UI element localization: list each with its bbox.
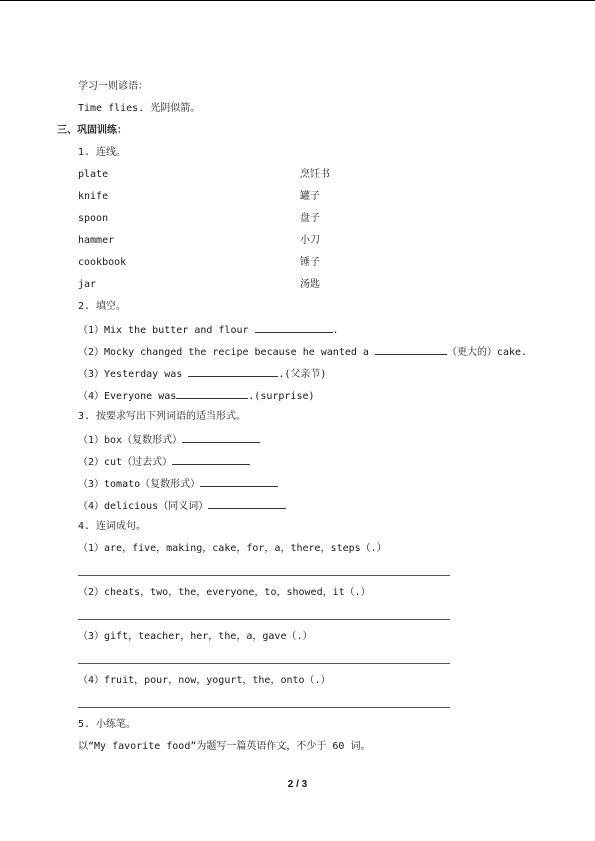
match-right-item: 小刀 xyxy=(300,235,320,246)
fill-blank-suffix: . xyxy=(332,325,339,336)
match-left-item: hammer xyxy=(78,235,115,246)
answer-blank[interactable] xyxy=(188,367,278,377)
answer-blank[interactable] xyxy=(375,345,447,355)
top-border xyxy=(0,0,595,1)
answer-blank[interactable] xyxy=(182,433,260,443)
match-right-item: 锤子 xyxy=(300,257,320,268)
q1-title: 1. 连线。 xyxy=(78,147,127,158)
match-right-item: 盘子 xyxy=(300,213,320,224)
page-number: 2 / 3 xyxy=(287,779,308,790)
sentence-item: （4）fruit，pour，now，yogurt，the，onto（.） xyxy=(78,675,331,686)
answer-line[interactable] xyxy=(78,619,450,620)
answer-blank[interactable] xyxy=(255,323,333,333)
word-form-item xyxy=(78,433,260,447)
match-left-item: knife xyxy=(78,191,109,202)
word-form-item xyxy=(78,499,286,513)
answer-blank[interactable] xyxy=(208,499,286,509)
proverb-heading: 学习一则谚语： xyxy=(78,81,148,92)
word-form-item xyxy=(78,455,250,469)
match-left-item: jar xyxy=(78,279,97,290)
sentence-item: （3）gift，teacher，her，the，a，gave（.） xyxy=(78,631,313,642)
answer-line[interactable] xyxy=(78,663,450,664)
q4-title: 4. 连词成句。 xyxy=(78,521,147,532)
fill-blank-prefix: （4）Everyone was xyxy=(78,391,177,402)
word-form-item xyxy=(78,477,278,491)
q3-title: 3. 按要求写出下列词语的适当形式。 xyxy=(78,411,247,422)
fill-blank-suffix: .(父亲节) xyxy=(278,369,327,380)
sentence-item: （2）cheats，two，the，everyone，to，showed，it（.） xyxy=(78,587,371,598)
sentence-item: （1）are，five，making，cake，for，a，there，steps（.） xyxy=(78,543,387,554)
match-right-item: 罐子 xyxy=(300,191,320,202)
fill-blank-item xyxy=(78,345,527,359)
q5-prompt: 以“My favorite food”为题写一篇英语作文，不少于 60 词。 xyxy=(78,741,371,752)
section-title: 三、巩固训练： xyxy=(57,125,127,136)
match-right-item: 烹饪书 xyxy=(300,169,330,180)
answer-blank[interactable] xyxy=(172,455,250,465)
answer-blank[interactable] xyxy=(176,389,248,399)
fill-blank-prefix: （2）Mocky changed the recipe because he wanted a xyxy=(78,347,375,358)
fill-blank-suffix: .(surprise) xyxy=(248,391,315,402)
answer-line[interactable] xyxy=(78,707,450,708)
q2-title: 2. 填空。 xyxy=(78,301,127,312)
fill-blank-item xyxy=(78,367,326,381)
word-form-prompt: （4）delicious（同义词） xyxy=(78,501,209,512)
q5-title: 5. 小练笔。 xyxy=(78,719,137,730)
word-form-prompt: （3）tomato（复数形式） xyxy=(78,479,201,490)
fill-blank-suffix: （更大的）cake. xyxy=(446,347,528,358)
match-left-item: cookbook xyxy=(78,257,127,268)
answer-blank[interactable] xyxy=(200,477,278,487)
fill-blank-item xyxy=(78,389,315,403)
proverb-text: Time flies. 光阴似箭。 xyxy=(78,103,201,114)
match-right-item: 汤匙 xyxy=(300,279,320,290)
word-form-prompt: （2）cut（过去式） xyxy=(78,457,173,468)
match-left-item: spoon xyxy=(78,213,109,224)
match-left-item: plate xyxy=(78,169,109,180)
fill-blank-item xyxy=(78,323,339,337)
fill-blank-prefix: （3）Yesterday was xyxy=(78,369,189,380)
answer-line[interactable] xyxy=(78,575,450,576)
fill-blank-prefix: （1）Mix the butter and flour xyxy=(78,325,255,336)
word-form-prompt: （1）box（复数形式） xyxy=(78,435,183,446)
